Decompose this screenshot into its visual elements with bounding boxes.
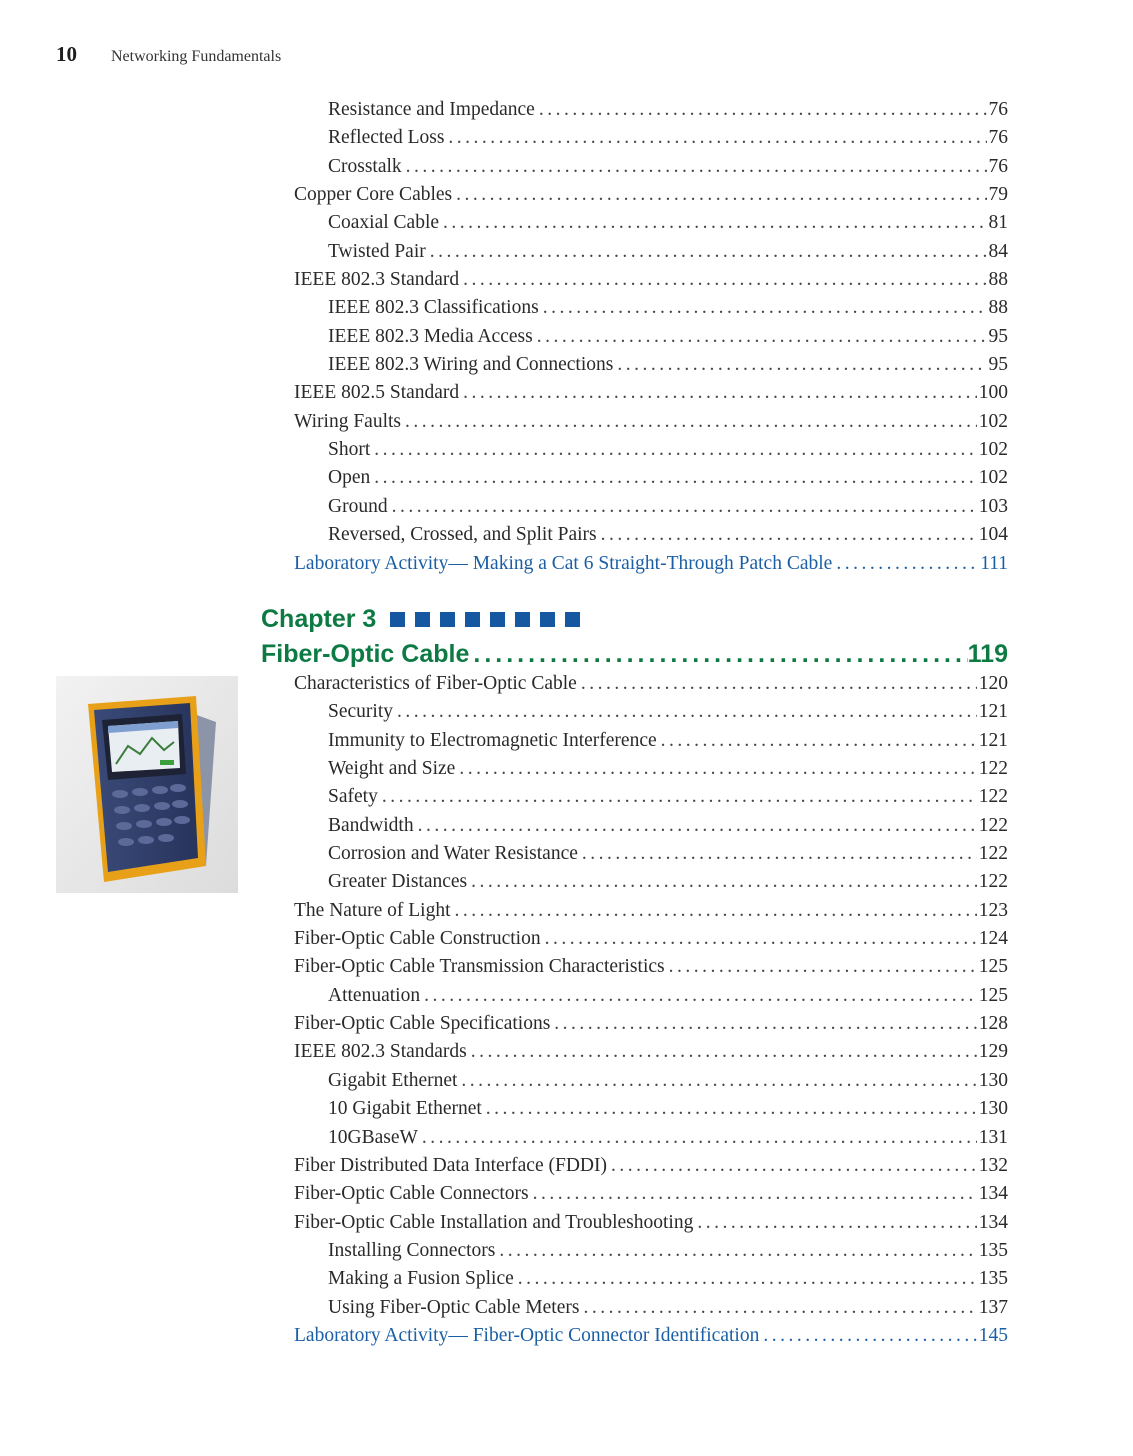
toc-entry[interactable] [294,408,1008,436]
toc-entry-page: 145 [978,1324,1008,1346]
toc-entry-page: 88 [988,269,1008,291]
dot-leader [448,124,986,152]
dot-leader [418,812,977,840]
toc-entry-title: Weight and Size [328,758,456,780]
toc-subentry[interactable] [294,1265,1008,1293]
square-ornament-icon [490,612,505,627]
toc-subentry[interactable] [294,1095,1008,1123]
toc-entry-page: 135 [978,1239,1008,1261]
toc-subentry[interactable] [294,209,1008,237]
toc-entry-page: 102 [978,410,1008,432]
dot-leader [455,897,977,925]
dot-leader [374,436,976,464]
toc-entry-page: 134 [978,1183,1008,1205]
toc-subentry[interactable] [294,464,1008,492]
toc-entry-page: 122 [978,871,1008,893]
dot-leader [459,755,976,783]
toc-entry-page: 135 [978,1268,1008,1290]
chapter-label: Chapter 3 [261,605,377,633]
toc-entry[interactable] [294,1152,1008,1180]
toc-entry-title: Fiber-Optic Cable Transmission Characteristics [294,956,665,978]
toc-subentry[interactable] [294,698,1008,726]
toc-entry-title: Using Fiber-Optic Cable Meters [328,1296,580,1318]
dot-leader [836,550,978,578]
toc-entry-title: Greater Distances [328,871,468,893]
toc-entry-title: Fiber Distributed Data Interface (FDDI) [294,1154,607,1176]
toc-entry-page: 104 [978,524,1008,546]
dot-leader [582,840,977,868]
toc-subentry[interactable] [294,982,1008,1010]
cable-meter-icon [56,676,238,893]
toc-entry-page: 130 [978,1069,1008,1091]
toc-entry-page: 76 [988,155,1008,177]
toc-entry-title: Open [328,467,371,489]
toc-subentry[interactable] [294,868,1008,896]
dot-leader [422,1124,977,1152]
toc-entry[interactable] [294,1010,1008,1038]
toc-entry-page: 122 [978,786,1008,808]
page-header [56,42,281,70]
toc-subentry[interactable] [294,783,1008,811]
dot-leader [611,1152,977,1180]
dot-leader [471,868,977,896]
toc-subentry[interactable] [294,124,1008,152]
dot-leader [463,266,986,294]
toc-entry[interactable] [294,953,1008,981]
toc-entry-page: 81 [988,212,1008,234]
toc-entry-page: 134 [978,1211,1008,1233]
toc-entry-title: IEEE 802.3 Standard [294,269,460,291]
toc-entry-title: IEEE 802.3 Wiring and Connections [328,354,614,376]
toc-entry-title: Crosstalk [328,155,402,177]
toc-entry-page: 84 [988,240,1008,262]
square-ornament-icon [440,612,455,627]
toc-entry-title: 10GBaseW [328,1126,418,1148]
toc-entry-title: Fiber-Optic Cable Connectors [294,1183,529,1205]
chapter-label-row [261,602,1008,636]
toc-entry-title: Security [328,701,393,723]
toc-entry-title: Laboratory Activity— Making a Cat 6 Straight-Through Patch Cable [294,552,833,574]
toc-subentry[interactable] [294,1067,1008,1095]
dot-leader [397,698,977,726]
dot-leader [583,1294,976,1322]
dot-leader [669,953,977,981]
square-ornament-icon [565,612,580,627]
toc-section-top [294,96,1008,578]
toc-entry[interactable] [294,1038,1008,1066]
toc-subentry[interactable] [294,1124,1008,1152]
toc-entry-title: Installing Connectors [328,1239,496,1261]
toc-subentry[interactable] [294,153,1008,181]
dot-leader [374,464,977,492]
dot-leader [443,209,986,237]
toc-entry-title: Copper Core Cables [294,184,453,206]
dot-leader [405,408,977,436]
dot-leader [554,1010,976,1038]
toc-entry-page: 121 [978,701,1008,723]
dot-leader [382,783,977,811]
toc-entry-title: IEEE 802.3 Media Access [328,325,533,347]
chapter-page: 119 [967,640,1008,668]
toc-subentry[interactable] [294,294,1008,322]
toc-subentry[interactable] [294,96,1008,124]
square-ornament-icon [390,612,405,627]
toc-entry-page: 122 [978,814,1008,836]
toc-entry-title: IEEE 802.3 Standards [294,1041,467,1063]
toc-subentry[interactable] [294,521,1008,549]
dot-leader [471,1038,977,1066]
toc-entry-page: 100 [978,382,1008,404]
dot-leader [499,1237,976,1265]
dot-leader [543,294,987,322]
toc-entry-page: 102 [978,467,1008,489]
toc-entry-title: Bandwidth [328,814,414,836]
toc-entry-title: Short [328,439,371,461]
toc-entry-title: 10 Gigabit Ethernet [328,1098,482,1120]
toc-entry-page: 79 [988,184,1008,206]
toc-entry-page: 120 [978,673,1008,694]
square-ornament-icon [540,612,555,627]
page-number: 10 [56,42,77,66]
toc-entry-page: 111 [980,552,1008,574]
chapter-title-row[interactable] [261,636,1008,672]
toc-entry-page: 121 [978,729,1008,751]
toc-entry-title: Fiber-Optic Cable Construction [294,928,541,950]
toc-entry-title: Characteristics of Fiber-Optic Cable [294,673,577,694]
dot-leader [473,636,967,672]
dot-leader [581,670,977,698]
dot-leader [486,1095,977,1123]
toc-entry-title: Ground [328,495,388,517]
toc-subentry[interactable] [294,727,1008,755]
dot-leader [537,323,987,351]
toc-entry-page: 95 [988,354,1008,376]
toc-entry[interactable] [294,266,1008,294]
toc-entry-title: Making a Fusion Splice [328,1268,514,1290]
dot-leader [456,181,986,209]
toc-entry-page: 130 [978,1098,1008,1120]
dot-leader [617,351,986,379]
toc-subentry[interactable] [294,840,1008,868]
dot-leader [463,379,977,407]
toc-entry-page: 76 [988,99,1008,120]
toc-entry-title: Twisted Pair [328,240,426,262]
toc-entry[interactable] [294,1209,1008,1237]
toc-lab-entry[interactable] [294,550,1008,578]
toc-entry-page: 125 [978,984,1008,1006]
toc-section-chapter [294,670,1008,1350]
dot-leader [763,1322,976,1350]
dot-leader [533,1180,977,1208]
toc-entry-title: Fiber-Optic Cable Installation and Troubleshooting [294,1211,694,1233]
dot-leader [430,238,987,266]
dot-leader [545,925,977,953]
toc-entry-title: Fiber-Optic Cable Specifications [294,1013,551,1035]
toc-lab-entry[interactable] [294,1322,1008,1350]
toc-entry-page: 131 [978,1126,1008,1148]
chapter-title: Fiber-Optic Cable [261,640,470,668]
toc-entry-page: 128 [978,1013,1008,1035]
toc-entry-page: 129 [978,1041,1008,1063]
toc-entry-title: IEEE 802.5 Standard [294,382,460,404]
toc-entry-page: 125 [978,956,1008,978]
toc-entry-title: Immunity to Electromagnetic Interference [328,729,657,751]
toc-subentry[interactable] [294,436,1008,464]
square-ornament-icon [415,612,430,627]
toc-entry-page: 132 [978,1154,1008,1176]
toc-subentry[interactable] [294,755,1008,783]
toc-entry[interactable] [294,379,1008,407]
toc-entry-title: IEEE 802.3 Classifications [328,297,539,319]
toc-entry-title: The Nature of Light [294,899,451,921]
dot-leader [539,96,987,124]
chapter-heading [261,602,1008,672]
toc-entry-page: 122 [978,843,1008,865]
toc-entry-title: Wiring Faults [294,410,402,432]
toc-entry-page: 123 [978,899,1008,921]
toc-subentry[interactable] [294,323,1008,351]
toc-entry-page: 122 [978,758,1008,780]
toc-subentry[interactable] [294,493,1008,521]
toc-entry-page: 137 [978,1296,1008,1318]
toc-entry[interactable] [294,1180,1008,1208]
dot-leader [392,493,977,521]
toc-entry-title: Reflected Loss [328,127,445,149]
dot-leader [424,982,977,1010]
dot-leader [697,1209,976,1237]
dot-leader [661,727,977,755]
dot-leader [461,1067,976,1095]
toc-entry-page: 76 [988,127,1008,149]
dot-leader [601,521,977,549]
toc-entry-page: 95 [988,325,1008,347]
toc-subentry[interactable] [294,812,1008,840]
dot-leader [518,1265,977,1293]
toc-subentry[interactable] [294,238,1008,266]
toc-entry[interactable] [294,670,1008,698]
toc-subentry[interactable] [294,1294,1008,1322]
toc-subentry[interactable] [294,351,1008,379]
toc-entry-page: 88 [988,297,1008,319]
chapter-ornament [390,612,580,627]
toc-entry-page: 103 [978,495,1008,517]
toc-entry-title: Gigabit Ethernet [328,1069,458,1091]
toc-entry-title: Coaxial Cable [328,212,440,234]
toc-entry[interactable] [294,897,1008,925]
toc-entry-title: Laboratory Activity— Fiber-Optic Connector Identification [294,1324,760,1346]
square-ornament-icon [465,612,480,627]
toc-entry-page: 124 [978,928,1008,950]
toc-entry-page: 102 [978,439,1008,461]
cable-meter-photo [56,676,238,893]
toc-entry[interactable] [294,925,1008,953]
toc-subentry[interactable] [294,1237,1008,1265]
toc-entry-title: Attenuation [328,984,421,1006]
toc-entry-title: Safety [328,786,378,808]
toc-entry[interactable] [294,181,1008,209]
toc-entry-title: Corrosion and Water Resistance [328,843,578,865]
running-title: Networking Fundamentals [111,48,282,65]
dot-leader [406,153,987,181]
square-ornament-icon [515,612,530,627]
toc-entry-title: Reversed, Crossed, and Split Pairs [328,524,597,546]
toc-entry-title: Resistance and Impedance [328,99,535,120]
